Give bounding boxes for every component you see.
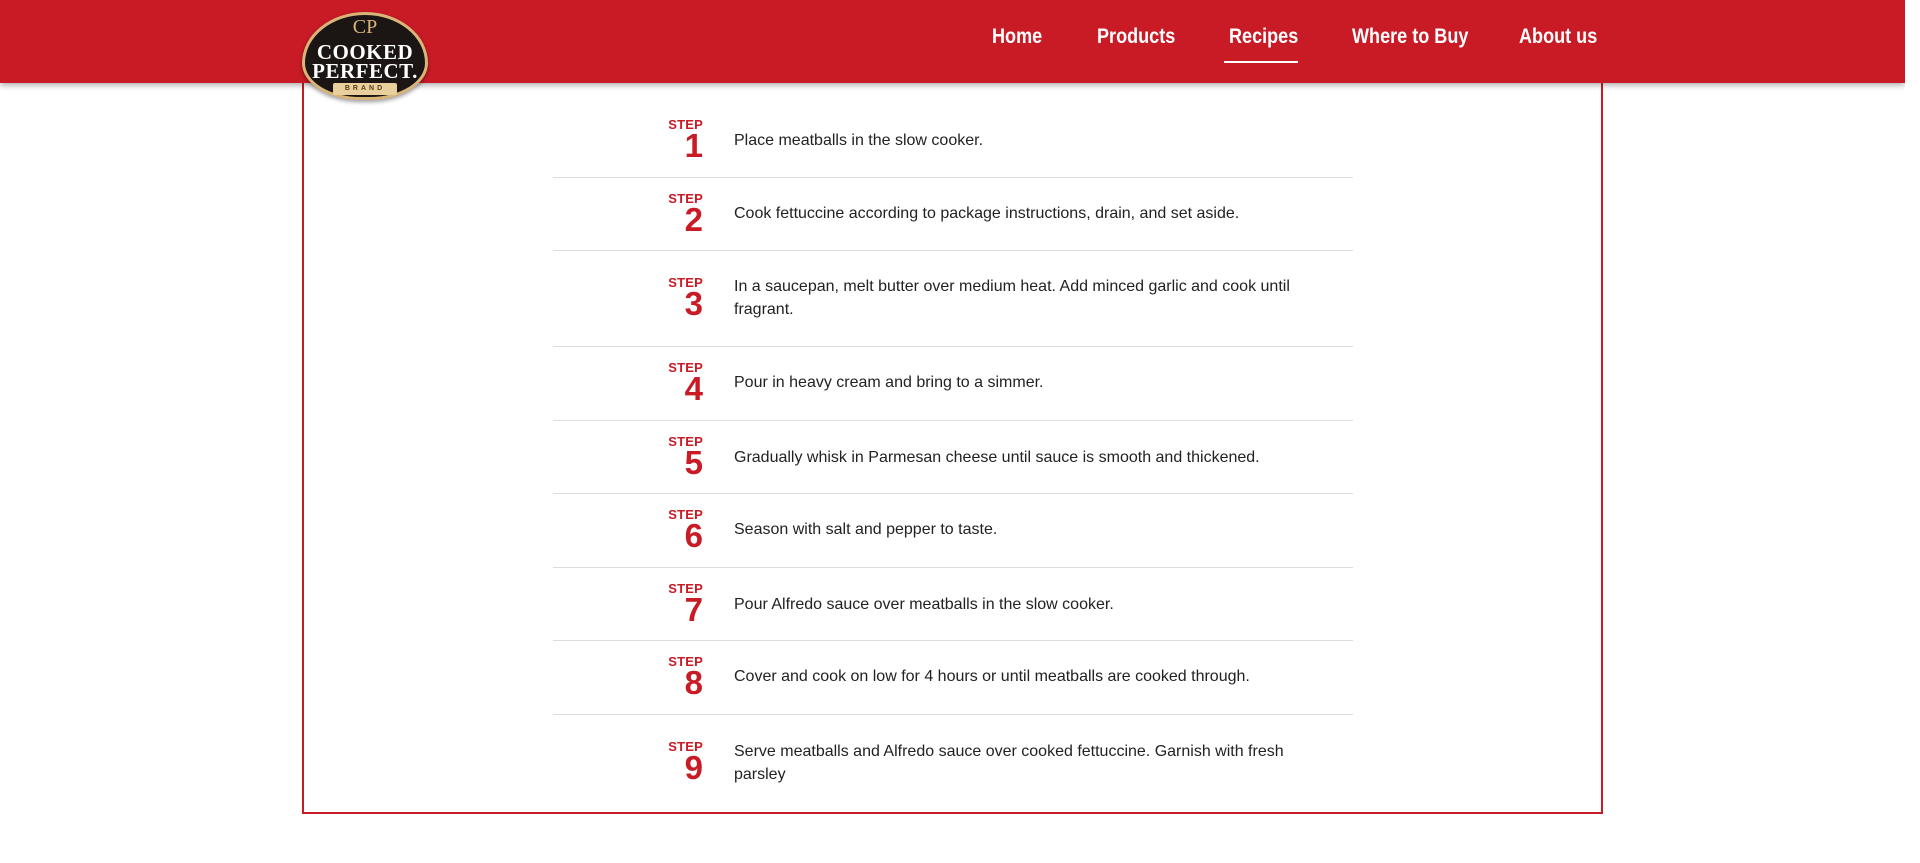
nav-about-us[interactable]: About us — [1519, 25, 1598, 48]
step-text: Season with salt and pepper to taste. — [734, 521, 998, 538]
step-row — [553, 715, 1353, 811]
step-row — [553, 568, 1353, 641]
step-label: STEP — [668, 739, 703, 754]
nav-home[interactable]: Home — [992, 25, 1043, 48]
nav-where-to-buy[interactable]: Where to Buy — [1352, 25, 1469, 48]
step-number — [553, 582, 703, 626]
step-number — [553, 276, 703, 320]
step-digit: 7 — [684, 591, 703, 628]
step-number — [553, 192, 703, 236]
directions-list — [553, 104, 1353, 811]
nav-recipes[interactable]: Recipes — [1229, 25, 1299, 48]
step-row — [553, 494, 1353, 568]
step-text: Place meatballs in the slow cooker. — [734, 132, 984, 149]
step-row — [553, 178, 1353, 251]
nav-products[interactable]: Products — [1097, 25, 1176, 48]
step-number — [553, 361, 703, 405]
step-label: STEP — [668, 507, 703, 522]
step-digit: 5 — [684, 444, 703, 481]
main-nav — [0, 0, 1905, 78]
step-label: STEP — [668, 191, 703, 206]
step-number — [553, 740, 703, 784]
step-text: Pour Alfredo sauce over meatballs in the slow cooker. — [734, 596, 1114, 613]
step-text: Cook fettuccine according to package instructions, drain, and set aside. — [734, 205, 1240, 222]
step-text: In a saucepan, melt butter over medium heat. Add minced garlic and cook until fragrant. — [734, 278, 1290, 318]
step-number — [553, 508, 703, 552]
step-digit: 8 — [684, 664, 703, 701]
brand-logo[interactable] — [302, 12, 428, 100]
step-number — [553, 118, 703, 162]
step-text: Serve meatballs and Alfredo sauce over cooked fettuccine. Garnish with fresh parsley — [734, 743, 1284, 783]
step-text: Gradually whisk in Parmesan cheese until sauce is smooth and thickened. — [734, 449, 1260, 466]
logo-brand-ribbon: BRAND — [333, 83, 397, 95]
step-row — [553, 104, 1353, 178]
step-row — [553, 641, 1353, 715]
active-nav-indicator — [1224, 61, 1298, 63]
step-label: STEP — [668, 360, 703, 375]
step-digit: 1 — [684, 127, 703, 164]
step-label: STEP — [668, 275, 703, 290]
step-label: STEP — [668, 654, 703, 669]
step-digit: 6 — [684, 517, 703, 554]
step-number — [553, 655, 703, 699]
step-row — [553, 347, 1353, 421]
step-row — [553, 251, 1353, 347]
step-digit: 9 — [684, 749, 703, 786]
logo-text-line1: COOKED — [316, 40, 414, 64]
step-label: STEP — [668, 117, 703, 132]
logo-text-line2: PERFECT. — [312, 59, 418, 83]
step-digit: 2 — [684, 201, 703, 238]
step-text: Cover and cook on low for 4 hours or until meatballs are cooked through. — [734, 668, 1250, 685]
step-digit: 4 — [684, 370, 703, 407]
step-digit: 3 — [684, 285, 703, 322]
step-label: STEP — [668, 581, 703, 596]
logo-monogram: CP — [352, 16, 378, 38]
step-number — [553, 435, 703, 479]
site-header — [0, 0, 1905, 83]
step-text: Pour in heavy cream and bring to a simmer. — [734, 374, 1044, 391]
step-label: STEP — [668, 434, 703, 449]
step-row — [553, 421, 1353, 494]
